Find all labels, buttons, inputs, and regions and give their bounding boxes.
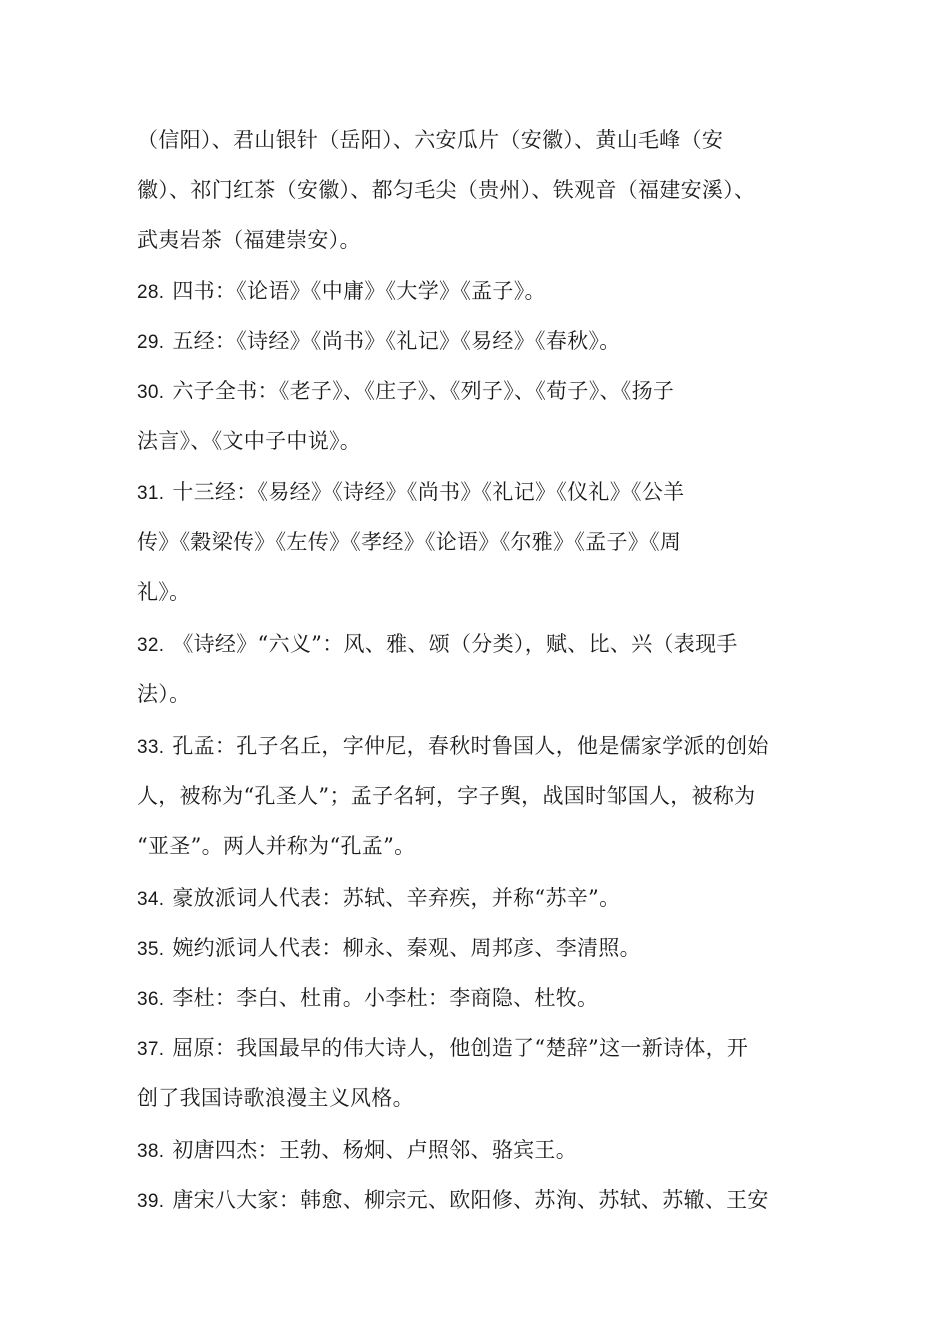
line-text: 四书：《论语》《中庸》《大学》《孟子》。 — [172, 279, 546, 303]
item-number: 39. — [137, 1191, 165, 1212]
line-text: 礼》。 — [137, 580, 191, 604]
line-text: 豪放派词人代表：苏轼、辛弃疾，并称“苏辛”。 — [172, 886, 621, 910]
line-text: （信阳）、君山银针（岳阳）、六安瓜片（安徽）、黄山毛峰（安 — [137, 128, 724, 152]
text-line — [137, 426, 361, 456]
line-text: 创了我国诗歌浪漫主义风格。 — [137, 1086, 414, 1110]
line-text: 法言》、《文中子中说》。 — [137, 429, 362, 453]
line-text: “亚圣”。两人并称为“孔孟”。 — [137, 834, 416, 858]
list-item-33 — [137, 731, 769, 763]
item-number: 38. — [137, 1141, 165, 1162]
text-line — [137, 577, 190, 607]
list-item-38 — [137, 1135, 577, 1167]
item-number: 30. — [137, 382, 165, 403]
item-number: 34. — [137, 889, 165, 910]
line-text: 李杜：李白、杜甫。小李杜：李商隐、杜牧。 — [172, 986, 599, 1010]
text-line — [137, 831, 415, 861]
text-line — [137, 125, 723, 155]
line-text: 法）。 — [137, 682, 191, 706]
list-item-37 — [137, 1033, 748, 1065]
list-item-35 — [137, 933, 641, 965]
line-text: 武夷岩茶（福建崇安）。 — [137, 228, 361, 252]
list-item-39 — [137, 1185, 769, 1217]
list-item-32 — [137, 629, 738, 661]
line-text: 十三经：《易经》《诗经》《尚书》《礼记》《仪礼》《公羊 — [172, 480, 685, 504]
text-line — [137, 781, 755, 811]
list-item-29 — [137, 326, 621, 358]
list-item-36 — [137, 983, 598, 1015]
line-text: 六子全书：《老子》、《庄子》、《列子》、《荀子》、《扬子 — [172, 379, 675, 403]
text-line — [137, 1083, 414, 1113]
line-text: 传》《穀梁传》《左传》《孝经》《论语》《尔雅》《孟子》《周 — [137, 530, 682, 554]
item-number: 37. — [137, 1039, 165, 1060]
line-text: 人，被称为“孔圣人”；孟子名轲，字子舆，战国时邹国人，被称为 — [137, 784, 756, 808]
item-number: 35. — [137, 939, 165, 960]
item-number: 36. — [137, 989, 165, 1010]
line-text: 孔孟：孔子名丘，字仲尼，春秋时鲁国人，他是儒家学派的创始 — [172, 734, 769, 758]
list-item-34 — [137, 883, 620, 915]
line-text: 《诗经》“六义”：风、雅、颂（分类），赋、比、兴（表现手 — [172, 632, 738, 656]
item-number: 31. — [137, 483, 165, 504]
item-number: 29. — [137, 332, 165, 353]
item-number: 32. — [137, 635, 165, 656]
item-number: 33. — [137, 737, 165, 758]
text-line — [137, 679, 190, 709]
line-text: 初唐四杰：王勃、杨炯、卢照邻、骆宾王。 — [172, 1138, 578, 1162]
line-text: 五经：《诗经》《尚书》《礼记》《易经》《春秋》。 — [172, 329, 621, 353]
list-item-28 — [137, 276, 546, 308]
line-text: 婉约派词人代表：柳永、秦观、周邦彦、李清照。 — [172, 936, 641, 960]
line-text: 屈原：我国最早的伟大诗人，他创造了“楚辞”这一新诗体，开 — [172, 1036, 749, 1060]
list-item-30 — [137, 376, 674, 408]
text-line — [137, 175, 755, 205]
line-text: 徽）、祁门红茶（安徽）、都匀毛尖（贵州）、铁观音（福建安溪）、 — [137, 178, 756, 202]
text-line — [137, 225, 361, 255]
list-item-31 — [137, 477, 684, 509]
line-text: 唐宋八大家：韩愈、柳宗元、欧阳修、苏洵、苏轼、苏辙、王安 — [172, 1188, 769, 1212]
item-number: 28. — [137, 282, 165, 303]
text-line — [137, 527, 681, 557]
